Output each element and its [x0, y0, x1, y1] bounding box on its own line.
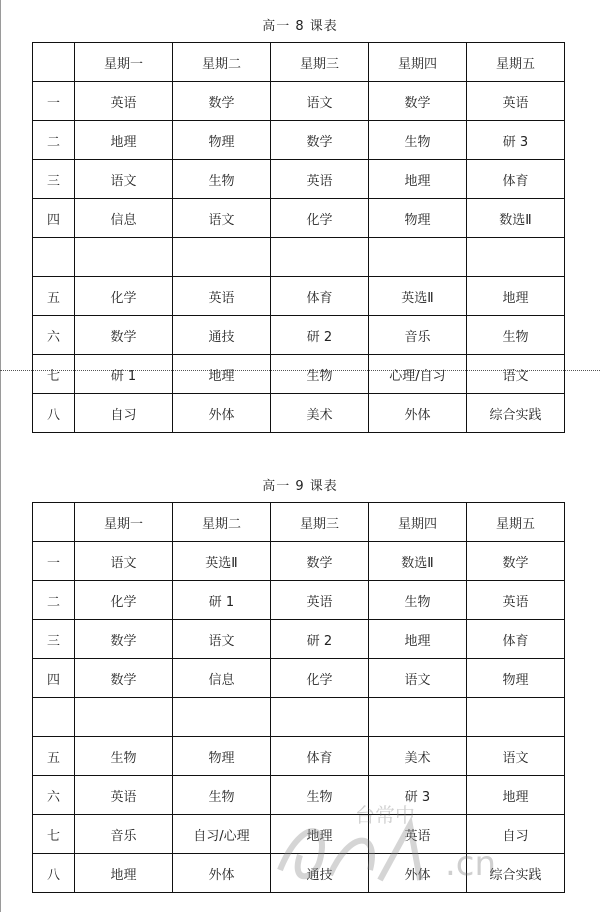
class-cell: 英选Ⅱ [369, 277, 467, 316]
class-cell: 物理 [369, 199, 467, 238]
class-cell: 研 1 [75, 355, 173, 394]
class-cell: 语文 [467, 737, 565, 776]
period-label-cell: 三 [33, 620, 75, 659]
period-row [33, 82, 565, 121]
class-cell: 外体 [173, 854, 271, 893]
period-row [33, 776, 565, 815]
schedule-table [32, 42, 565, 433]
class-cell: 英语 [369, 815, 467, 854]
schedule-title: 高一 8 课表 [262, 19, 338, 34]
class-cell: 研 2 [271, 620, 369, 659]
class-cell [75, 698, 173, 737]
class-cell: 地理 [173, 355, 271, 394]
class-cell: 生物 [467, 316, 565, 355]
period-row [33, 659, 565, 698]
class-cell: 美术 [369, 737, 467, 776]
class-cell: 英语 [75, 776, 173, 815]
break-row [33, 238, 565, 277]
class-cell [173, 698, 271, 737]
class-cell: 语文 [173, 620, 271, 659]
period-row [33, 815, 565, 854]
class-cell: 数学 [173, 82, 271, 121]
class-cell [173, 238, 271, 277]
class-cell: 数选Ⅱ [467, 199, 565, 238]
period-row [33, 854, 565, 893]
class-cell: 心理/自习 [369, 355, 467, 394]
class-cell: 地理 [467, 277, 565, 316]
period-row [33, 737, 565, 776]
period-label-cell: 三 [33, 160, 75, 199]
period-label-cell: 六 [33, 776, 75, 815]
class-cell: 生物 [173, 776, 271, 815]
class-cell: 英语 [467, 581, 565, 620]
class-cell: 通技 [173, 316, 271, 355]
period-row [33, 316, 565, 355]
period-row [33, 277, 565, 316]
period-label-cell: 一 [33, 82, 75, 121]
class-cell: 信息 [75, 199, 173, 238]
class-cell: 语文 [75, 542, 173, 581]
class-cell: 数学 [75, 659, 173, 698]
class-cell: 数学 [75, 316, 173, 355]
class-cell: 物理 [173, 737, 271, 776]
class-cell [467, 698, 565, 737]
day-header-cell: 星期五 [467, 43, 565, 82]
corner-cell [33, 43, 75, 82]
class-cell: 英语 [271, 581, 369, 620]
class-cell: 英语 [467, 82, 565, 121]
page-left-border [0, 0, 1, 912]
class-cell: 研 2 [271, 316, 369, 355]
period-label-cell: 五 [33, 277, 75, 316]
day-header-cell: 星期二 [173, 43, 271, 82]
class-cell: 综合实践 [467, 854, 565, 893]
period-label-cell: 七 [33, 815, 75, 854]
period-row [33, 394, 565, 433]
class-cell: 地理 [271, 815, 369, 854]
header-row [33, 43, 565, 82]
class-cell: 地理 [75, 121, 173, 160]
watermark-site: .cn [445, 844, 497, 884]
period-row [33, 581, 565, 620]
period-label-cell: 五 [33, 737, 75, 776]
class-cell [467, 238, 565, 277]
class-cell: 数选Ⅱ [369, 542, 467, 581]
period-row [33, 121, 565, 160]
class-cell: 英语 [271, 160, 369, 199]
class-cell [75, 238, 173, 277]
class-cell: 生物 [173, 160, 271, 199]
day-header-cell: 星期三 [271, 43, 369, 82]
class-cell: 研 3 [369, 776, 467, 815]
class-cell: 自习 [467, 815, 565, 854]
period-row [33, 620, 565, 659]
class-cell: 自习 [75, 394, 173, 433]
period-label-cell [33, 238, 75, 277]
class-cell: 数学 [75, 620, 173, 659]
class-cell: 音乐 [369, 316, 467, 355]
period-label-cell: 四 [33, 659, 75, 698]
class-cell: 地理 [369, 620, 467, 659]
class-cell: 信息 [173, 659, 271, 698]
class-cell: 综合实践 [467, 394, 565, 433]
class-cell: 生物 [369, 121, 467, 160]
class-cell: 外体 [369, 854, 467, 893]
day-header-cell: 星期五 [467, 503, 565, 542]
period-row [33, 199, 565, 238]
class-cell: 通技 [271, 854, 369, 893]
period-label-cell: 八 [33, 854, 75, 893]
day-header-cell: 星期四 [369, 43, 467, 82]
class-cell: 数学 [271, 542, 369, 581]
class-cell: 地理 [467, 776, 565, 815]
class-cell: 地理 [369, 160, 467, 199]
class-cell [271, 238, 369, 277]
period-row [33, 355, 565, 394]
class-cell: 体育 [271, 277, 369, 316]
class-cell: 生物 [271, 776, 369, 815]
period-label-cell [33, 698, 75, 737]
period-label-cell: 一 [33, 542, 75, 581]
class-cell: 英语 [75, 82, 173, 121]
period-label-cell: 四 [33, 199, 75, 238]
class-cell: 生物 [369, 581, 467, 620]
class-cell: 生物 [271, 355, 369, 394]
day-header-cell: 星期二 [173, 503, 271, 542]
class-cell: 化学 [75, 581, 173, 620]
class-cell: 化学 [271, 199, 369, 238]
corner-cell [33, 503, 75, 542]
watermark-text: 台常中 [355, 803, 415, 827]
class-cell: 语文 [271, 82, 369, 121]
class-cell: 物理 [173, 121, 271, 160]
class-cell: 化学 [271, 659, 369, 698]
break-row [33, 698, 565, 737]
class-cell: 研 1 [173, 581, 271, 620]
day-header-cell: 星期四 [369, 503, 467, 542]
class-cell: 数学 [467, 542, 565, 581]
day-header-cell: 星期三 [271, 503, 369, 542]
period-label-cell: 二 [33, 121, 75, 160]
class-cell: 语文 [75, 160, 173, 199]
period-row [33, 160, 565, 199]
class-cell: 语文 [467, 355, 565, 394]
class-cell: 外体 [369, 394, 467, 433]
class-cell: 体育 [467, 620, 565, 659]
class-cell: 英语 [173, 277, 271, 316]
class-cell: 化学 [75, 277, 173, 316]
class-cell: 生物 [75, 737, 173, 776]
day-header-cell: 星期一 [75, 503, 173, 542]
day-header-cell: 星期一 [75, 43, 173, 82]
class-cell: 音乐 [75, 815, 173, 854]
class-cell: 语文 [369, 659, 467, 698]
period-label-cell: 八 [33, 394, 75, 433]
class-cell: 自习/心理 [173, 815, 271, 854]
class-cell: 数学 [369, 82, 467, 121]
period-row [33, 542, 565, 581]
period-label-cell: 二 [33, 581, 75, 620]
class-cell: 体育 [271, 737, 369, 776]
class-cell: 研 3 [467, 121, 565, 160]
period-label-cell: 六 [33, 316, 75, 355]
schedule-table [32, 502, 565, 893]
class-cell: 英选Ⅱ [173, 542, 271, 581]
class-cell: 地理 [75, 854, 173, 893]
schedule-title: 高一 9 课表 [262, 479, 338, 494]
period-label-cell: 七 [33, 355, 75, 394]
class-cell: 美术 [271, 394, 369, 433]
class-cell: 语文 [173, 199, 271, 238]
class-cell: 外体 [173, 394, 271, 433]
class-cell [271, 698, 369, 737]
class-cell [369, 698, 467, 737]
class-cell: 体育 [467, 160, 565, 199]
class-cell: 数学 [271, 121, 369, 160]
header-row [33, 503, 565, 542]
class-cell: 物理 [467, 659, 565, 698]
class-cell [369, 238, 467, 277]
